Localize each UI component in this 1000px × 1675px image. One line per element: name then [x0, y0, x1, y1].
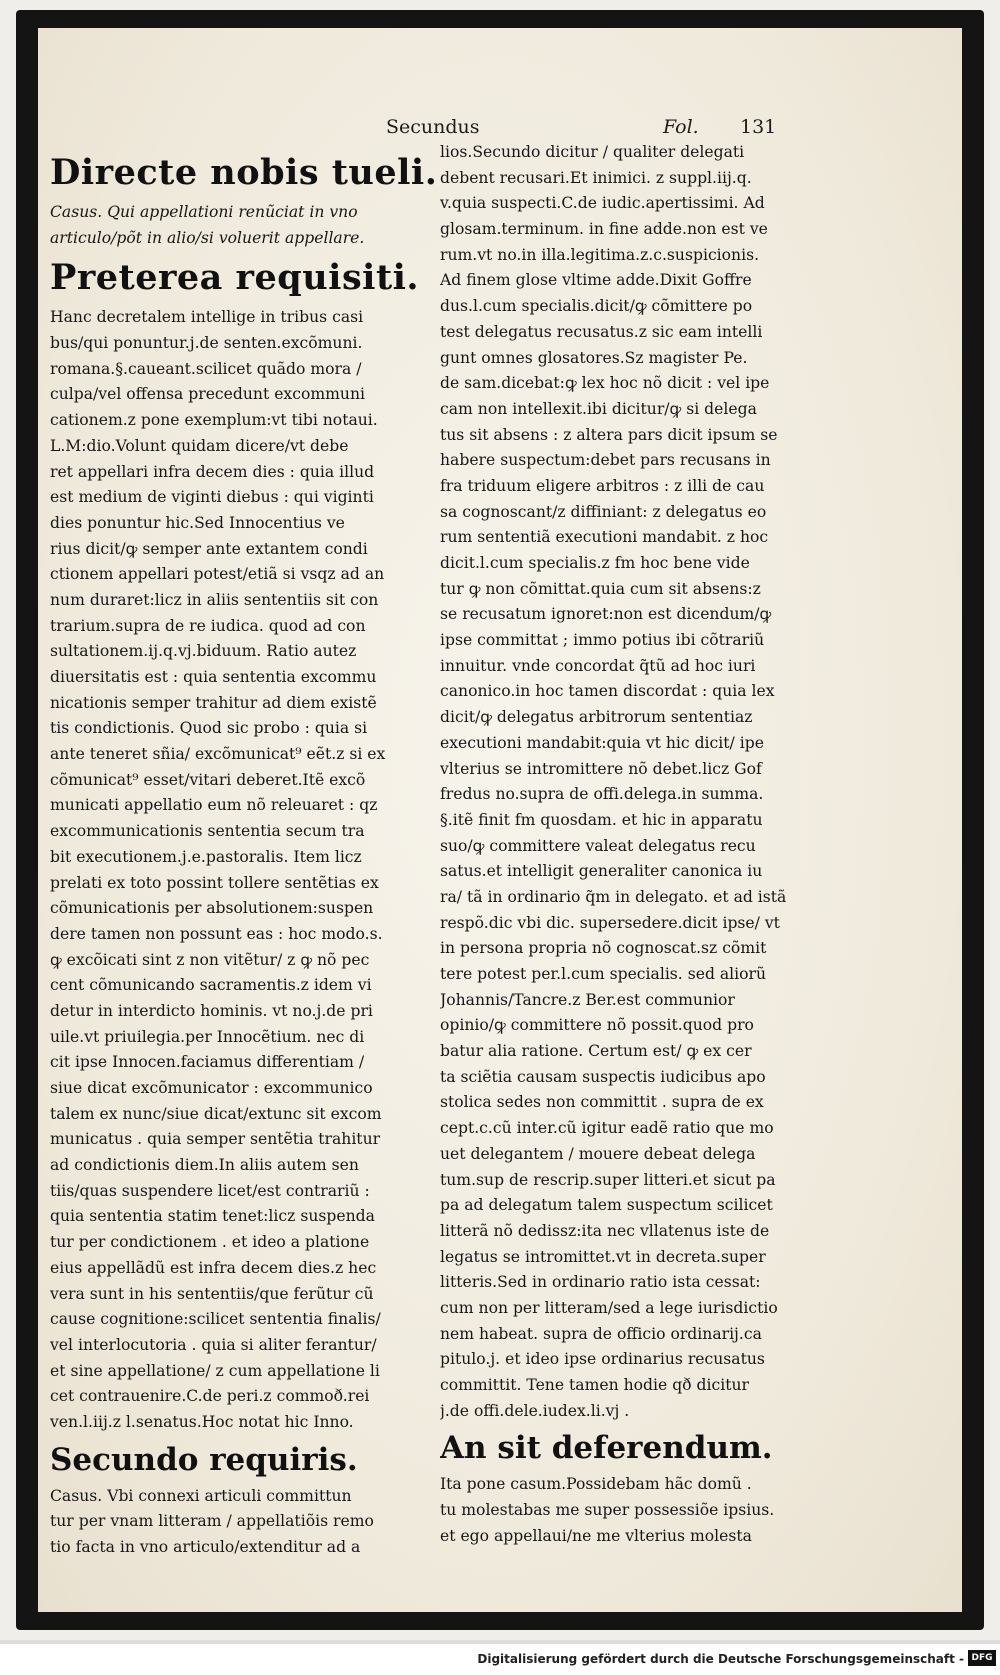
- text-line: ven.l.iij.z l.senatus.Hoc notat hic Inno.: [50, 1412, 354, 1431]
- section-heading: Secundo requiris.: [50, 1441, 358, 1478]
- text-line: tur per condictionem . et ideo a platione: [50, 1233, 370, 1252]
- header-word: Secundus: [386, 116, 480, 138]
- right-column: [440, 140, 832, 1549]
- text-line: stolica sedes non committit . supra de ex: [440, 1093, 764, 1112]
- text-line: bus/qui ponuntur.j.de senten.excõmuni.: [50, 334, 363, 353]
- text-line: articulo/põt in alio/si voluerit appellare.: [50, 228, 365, 247]
- section-heading: An sit deferendum.: [440, 1430, 773, 1467]
- text-line: uet delegantem / mouere debeat delega: [440, 1144, 756, 1163]
- text-line: rum.vt no.in illa.legitima.z.c.suspicionis.: [440, 245, 760, 264]
- text-line: pitulo.j. et ideo ipse ordinarius recusatus: [440, 1350, 765, 1369]
- text-line: de sam.dicebat:ꝙ lex hoc nõ dicit : vel ipe: [440, 374, 770, 393]
- text-line: vlterius se intromittere nõ debet.licz Gof: [440, 759, 762, 778]
- text-line: bit executionem.j.e.pastoralis. Item licz: [50, 847, 362, 866]
- text-line: cam non intellexit.ibi dicitur/ꝙ si delega: [440, 399, 757, 418]
- text-line: ra/ tã in ordinario q̃m in delegato. et ad istã: [440, 887, 787, 906]
- text-line: test delegatus recusatus.z sic eam intelli: [440, 322, 763, 341]
- text-line: uile.vt priuilegia.per Innocẽtium. nec di: [50, 1027, 365, 1046]
- text-line: tur per vnam litteram / appellatiõis remo: [50, 1512, 374, 1531]
- dfg-logo: DFG: [968, 1650, 996, 1666]
- text-line: cause cognitione:scilicet sententia finalis/: [50, 1310, 381, 1329]
- text-line: vel interlocutoria . quia si aliter ferantur/: [50, 1335, 377, 1354]
- text-line: j.de offi.dele.iudex.li.vj .: [440, 1401, 630, 1420]
- text-line: batur alia ratione. Certum est/ ꝙ ex cer: [440, 1042, 752, 1061]
- text-line: dere tamen non possunt eas : hoc modo.s.: [50, 924, 383, 943]
- left-column: [50, 146, 440, 1561]
- text-line: quia sententia statim tenet:licz suspenda: [50, 1207, 375, 1226]
- text-line: in persona propria nõ cognoscat.sz cõmit: [440, 939, 767, 958]
- text-line: rius dicit/ꝙ semper ante extantem condi: [50, 539, 368, 558]
- text-line: lios.Secundo dicitur / qualiter delegati: [440, 143, 745, 161]
- text-line: dicit.l.cum specialis.z fm hoc bene vide: [440, 554, 750, 572]
- text-line: innuitur. vnde concordat q̃tũ ad hoc iuri: [440, 656, 756, 675]
- text-line: habere suspectum:debet pars recusans in: [440, 451, 771, 470]
- text-line: Hanc decretalem intellige in tribus casi: [50, 308, 364, 327]
- text-line: dicit/ꝙ delegatus arbitrorum sententiaz: [440, 708, 753, 727]
- text-line: ꝙ excõicati sint z non vitẽtur/ z ꝙ nõ pec: [50, 950, 370, 969]
- text-line: trarium.supra de re iudica. quod ad con: [50, 616, 366, 635]
- text-line: gunt omnes glosatores.Sz magister Pe.: [440, 348, 748, 367]
- text-line: suo/ꝙ committere valeat delegatus recu: [440, 836, 756, 855]
- text-line: culpa/vel offensa precedunt excommuni: [50, 385, 365, 404]
- text-line: dus.l.cum specialis.dicit/ꝙ cõmittere po: [440, 297, 753, 316]
- text-line: legatus se intromittet.vt in decreta.super: [440, 1247, 766, 1266]
- text-line: Ad finem glose vltime adde.Dixit Goffre: [440, 271, 752, 290]
- text-line: talem ex nunc/siue dicat/extunc sit excom: [50, 1104, 382, 1123]
- text-line: cit ipse Innocen.faciamus differentiam /: [50, 1053, 365, 1072]
- text-line: fredus no.supra de offi.delega.in summa.: [440, 785, 764, 804]
- text-line: L.M:dio.Volunt quidam dicere/vt debe: [50, 436, 349, 455]
- text-line: debent recusari.Et inimici. z suppl.iij.q.: [440, 168, 752, 187]
- text-line: ipse committat ; immo potius ibi cõtrariũ: [440, 631, 765, 650]
- text-line: tere potest per.l.cum specialis. sed aliorũ: [440, 965, 767, 983]
- text-line: municati appellatio eum nõ releuaret : qz: [50, 796, 378, 815]
- text-line: cum non per litteram/sed a lege iurisdictio: [440, 1298, 778, 1317]
- text-line: cõmunicat⁹ esset/vitari deberet.Itẽ excõ: [50, 770, 366, 789]
- text-line: dies ponuntur hic.Sed Innocentius ve: [50, 513, 345, 532]
- text-line: v.quia suspecti.C.de iudic.apertissimi. Ad: [440, 194, 765, 213]
- text-line: num duraret:licz in aliis sententiis sit con: [50, 590, 379, 609]
- text-line: cet contrauenire.C.de peri.z commoð.rei: [50, 1387, 370, 1406]
- text-line: rum sententiã executioni mandabit. z hoc: [440, 528, 769, 547]
- text-line: municatus . quia semper sentẽtia trahitur: [50, 1130, 381, 1149]
- text-line: tis condictionis. Quod sic probo : quia si: [50, 719, 368, 738]
- text-line: nem habeat. supra de officio ordinarij.ca: [440, 1324, 762, 1343]
- footer-bar: [0, 1644, 1000, 1675]
- text-line: glosam.terminum. in fine adde.non est ve: [440, 220, 768, 239]
- text-line: Casus. Vbi connexi articuli committun: [50, 1486, 352, 1505]
- text-line: est medium de viginti diebus : qui viginti: [50, 488, 374, 507]
- text-line: se recusatum ignoret:non est dicendum/ꝙ: [440, 605, 772, 624]
- text-line: ta sciẽtia causam suspectis iudicibus apo: [440, 1067, 766, 1086]
- text-line: executioni mandabit:quia vt hic dicit/ ipe: [440, 733, 764, 752]
- text-line: Johannis/Tancre.z Ber.est communior: [440, 990, 735, 1009]
- text-line: ante teneret sñia/ excõmunicat⁹ eẽt.z si ex: [50, 745, 386, 764]
- text-line: litteris.Sed in ordinario ratio ista cessat:: [440, 1273, 761, 1292]
- text-line: litterã nõ dedissz:ita nec vllatenus iste de: [440, 1221, 770, 1240]
- text-line: vera sunt in his sententiis/que ferũtur cũ: [50, 1284, 374, 1303]
- text-line: cationem.z pone exemplum:vt tibi notaui.: [50, 411, 378, 430]
- book-page: [16, 10, 984, 1630]
- text-line: et sine appellatione/ z cum appellatione li: [50, 1361, 380, 1380]
- section-heading: Directe nobis tueli.: [50, 152, 438, 193]
- section-heading: Preterea requisiti.: [50, 257, 420, 299]
- text-line: cõmunicationis per absolutionem:suspen: [50, 899, 374, 918]
- text-line: prelati ex toto possint tollere sentẽtias ex: [50, 873, 379, 892]
- text-line: cept.c.cũ inter.cũ igitur eadẽ ratio que mo: [440, 1119, 774, 1138]
- text-line: opinio/ꝙ committere nõ possit.quod pro: [440, 1016, 754, 1035]
- page-paper: [38, 28, 962, 1612]
- text-line: canonico.in hoc tamen discordat : quia lex: [440, 682, 775, 701]
- text-line: committit. Tene tamen hodie qð dicitur: [440, 1376, 749, 1394]
- text-line: siue dicat excõmunicator : excommunico: [50, 1079, 373, 1097]
- text-line: romana.§.caueant.scilicet quãdo mora /: [50, 359, 362, 378]
- text-line: pa ad delegatum talem suspectum scilicet: [440, 1196, 773, 1215]
- text-line: respõ.dic vbi dic. supersedere.dicit ipse/ vt: [440, 913, 780, 932]
- text-line: §.itẽ finit fm quosdam. et hic in apparatu: [440, 810, 763, 829]
- text-line: tio facta in vno articulo/extenditur ad a: [50, 1538, 361, 1556]
- text-line: excommunicationis sententia secum tra: [50, 822, 365, 841]
- footer-credit: Digitalisierung gefördert durch die Deutsche Forschungsgemeinschaft -: [477, 1652, 964, 1666]
- text-line: diuersitatis est : quia sententia excommu: [50, 668, 377, 686]
- text-line: nicationis semper trahitur ad diem existẽ: [50, 693, 377, 712]
- text-line: ret appellari infra decem dies : quia illud: [50, 462, 375, 481]
- folio-label: Fol.: [663, 116, 699, 138]
- text-line: satus.et intelligit generaliter canonica iu: [440, 862, 763, 881]
- text-line: fra triduum eligere arbitros : z illi de cau: [440, 476, 765, 495]
- text-line: tus sit absens : z altera pars dicit ipsum se: [440, 425, 778, 444]
- text-line: eius appellãdũ est infra decem dies.z hec: [50, 1258, 377, 1277]
- text-line: ad condictionis diem.In aliis autem sen: [50, 1156, 359, 1175]
- text-line: tum.sup de rescrip.super litteri.et sicut pa: [440, 1170, 776, 1189]
- text-line: tur ꝙ non cõmittat.quia cum sit absens:z: [440, 579, 761, 598]
- folio-number: 131: [740, 116, 777, 138]
- text-line: Ita pone casum.Possidebam hãc domũ .: [440, 1475, 752, 1494]
- text-line: sa cognoscant/z diffiniant: z delegatus eo: [440, 502, 767, 521]
- text-line: detur in interdicto hominis. vt no.j.de pri: [50, 1001, 373, 1020]
- text-line: cent cõmunicando sacramentis.z idem vi: [50, 976, 372, 995]
- text-line: ctionem appellari potest/etiã si vsqz ad an: [50, 565, 385, 584]
- text-line: tu molestabas me super possessiõe ipsius.: [440, 1501, 775, 1520]
- text-line: sultationem.ij.q.vj.biduum. Ratio autez: [50, 642, 357, 661]
- text-line: et ego appellaui/ne me vlterius molesta: [440, 1526, 752, 1545]
- text-line: Casus. Qui appellationi renũciat in vno: [50, 203, 358, 221]
- text-line: tiis/quas suspendere licet/est contrariũ :: [50, 1181, 370, 1200]
